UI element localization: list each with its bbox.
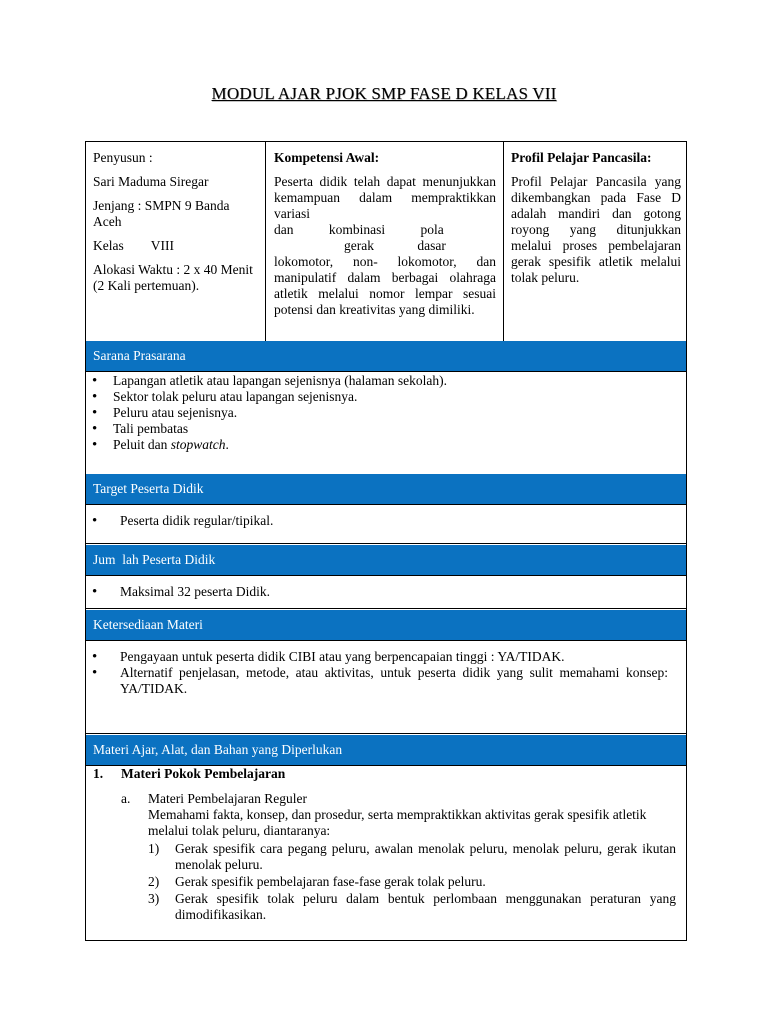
- kompetensi-cell: [266, 142, 504, 341]
- step-number: 2): [148, 874, 160, 889]
- list-item: • Peluru atau sejenisnya.: [86, 405, 686, 421]
- list-item-text: Peluit dan: [113, 437, 171, 452]
- materi-cell: [86, 766, 686, 936]
- profil-cell: [504, 142, 686, 341]
- target-header: Target Peserta Didik: [86, 474, 686, 504]
- stopwatch-text: stopwatch: [170, 437, 226, 452]
- alokasi-text: Alokasi Waktu : 2 x 40 Menit (2 Kali pertemuan).: [93, 262, 253, 293]
- list-item: • Lapangan atletik atau lapangan sejenisnya (halaman sekolah).: [86, 373, 686, 389]
- jenjang-text: Jenjang : SMPN 9 Banda Aceh: [93, 198, 230, 229]
- materi-header: Materi Ajar, Alat, dan Bahan yang Diperlukan: [86, 735, 686, 765]
- step-number: 3): [148, 891, 160, 906]
- jumlah-list: [86, 584, 686, 600]
- list-item: • Alternatif penjelasan, metode, atau aktivitas, untuk peserta didik yang sulit memahami konsep: YA/TIDAK.: [86, 665, 668, 697]
- section-number: 1.: [93, 766, 104, 781]
- kompetensi-line1: Peserta didik telah dapat menunjukkan kemampuan dalam mempraktikkan variasi: [274, 174, 496, 221]
- jumlah-header-text: d: [115, 552, 123, 567]
- penyusun-name: Sari Maduma Siregar: [93, 174, 209, 189]
- list-item: • Peserta didik regular/tipikal.: [86, 513, 686, 529]
- divider: [86, 733, 686, 734]
- divider: [86, 543, 686, 544]
- ketersediaan-cell: [86, 649, 686, 697]
- jumlah-header-text: lah Peserta Didik: [122, 552, 216, 567]
- jumlah-header: [86, 545, 686, 575]
- sub-title: Materi Pembelajaran Reguler: [148, 791, 307, 806]
- profil-heading: Profil Pelajar Pancasila:: [511, 150, 652, 165]
- profil-body: Profil Pelajar Pancasila yang dikembangkan pada Fase D adalah mandiri dan gotong royong yang ditunjukkan melalui proses pembelajaran gerak spesifik atletik melalui tolak peluru.: [511, 174, 681, 285]
- target-cell: [86, 513, 686, 529]
- divider: [86, 504, 686, 505]
- list-item: [86, 437, 686, 453]
- kompetensi-heading: Kompetensi Awal:: [274, 150, 380, 165]
- divider: [86, 371, 686, 372]
- identity-row: [86, 142, 686, 341]
- section-title: Materi Pokok Pembelajaran: [121, 766, 286, 781]
- list-item: • Tali pembatas: [86, 421, 686, 437]
- ketersediaan-list: [86, 649, 668, 697]
- list-item-suffix: .: [225, 437, 229, 452]
- kompetensi-line4: lokomotor, non- lokomotor, dan manipulatif dalam berbagai olahraga atletik melalui nomor lempar sesuai potensi dan kreativitas yang dimiliki.: [274, 254, 496, 317]
- sarana-list-cell: [86, 373, 686, 453]
- sarana-list: [86, 373, 686, 453]
- kompetensi-line2: dan kombinasi pola: [274, 222, 444, 237]
- sarana-header: Sarana Prasarana: [86, 341, 686, 371]
- target-list: [86, 513, 686, 529]
- kelas-value: VIII: [150, 238, 174, 253]
- step-text: Gerak spesifik pembelajaran fase-fase gerak tolak peluru.: [175, 874, 486, 889]
- ketersediaan-header: Ketersediaan Materi: [86, 610, 686, 640]
- sub-letter: a.: [121, 791, 131, 806]
- kompetensi-line3: gerak dasar: [344, 238, 446, 253]
- divider: [86, 640, 686, 641]
- author-cell: [86, 142, 266, 341]
- list-item: • Sektor tolak peluru atau lapangan sejenisnya.: [86, 389, 686, 405]
- kelas-line: [93, 238, 265, 254]
- step-number: 1): [148, 841, 160, 856]
- module-table: [85, 141, 687, 941]
- jumlah-cell: [86, 584, 686, 600]
- list-item: • Maksimal 32 peserta Didik.: [86, 584, 686, 600]
- step-text: Gerak spesifik tolak peluru dalam bentuk perlombaan menggunakan peraturan yang dimodifikasikan.: [175, 891, 676, 922]
- jumlah-header-text: Jum: [93, 552, 116, 567]
- kelas-label: Kelas: [93, 238, 124, 253]
- penyusun-label: Penyusun :: [93, 150, 153, 165]
- sub-body: Memahami fakta, konsep, dan prosedur, serta mempraktikkan aktivitas gerak spesifik atletik melalui tolak peluru, diantaranya:: [148, 807, 647, 838]
- document-title: MODUL AJAR PJOK SMP FASE D KELAS VII: [211, 84, 557, 103]
- divider: [86, 575, 686, 576]
- list-item: • Pengayaan untuk peserta didik CIBI atau yang berpencapaian tinggi : YA/TIDAK.: [86, 649, 668, 665]
- divider: [86, 608, 686, 609]
- step-text: Gerak spesifik cara pegang peluru, awalan menolak peluru, menolak peluru, gerak ikutan menolak peluru.: [175, 841, 676, 872]
